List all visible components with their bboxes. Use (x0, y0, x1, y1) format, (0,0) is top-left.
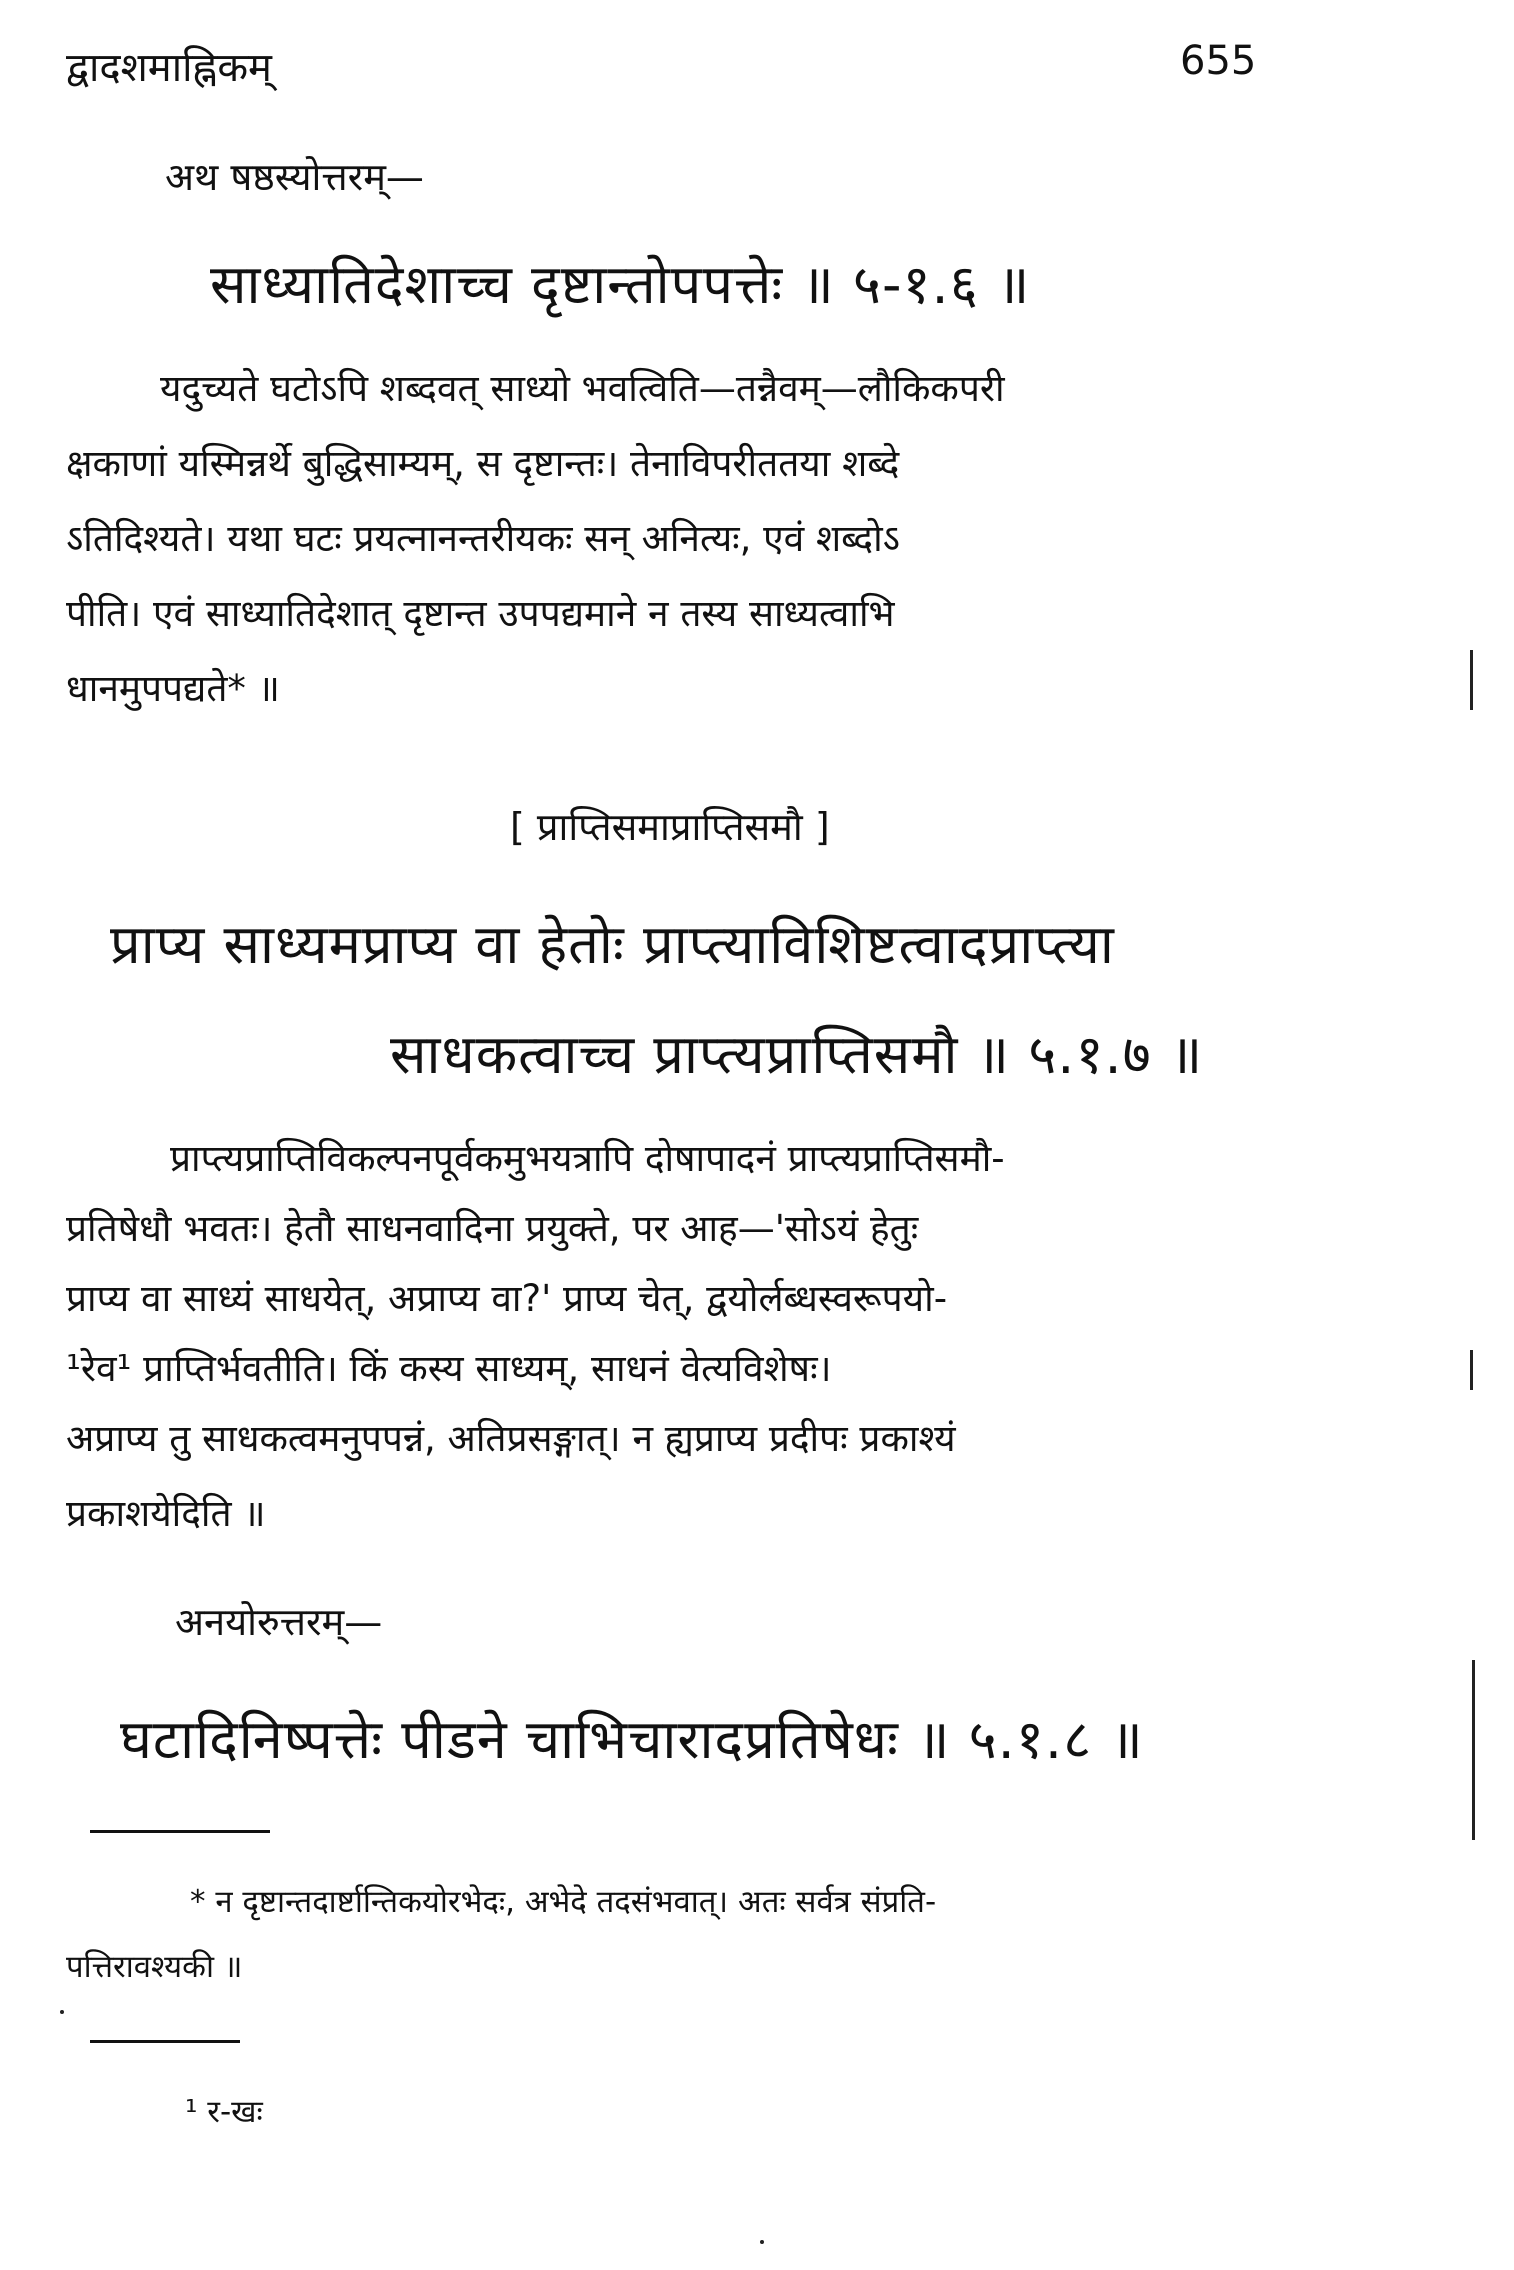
commentary-line: प्रकाशयेदिति ॥ (66, 1492, 266, 1535)
scan-edge-mark (1470, 1350, 1473, 1390)
scan-edge-mark (1472, 1660, 1475, 1840)
running-header-title: द्वादशमाह्निकम् (66, 45, 272, 91)
commentary-line: ¹रेव¹ प्राप्तिर्भवतीति। किं कस्य साध्यम्, साधनं वेत्यविशेषः। (66, 1347, 832, 1390)
commentary-line: अप्राप्य तु साधकत्वमनुपपन्नं, अतिप्रसङ्गात्। न ह्यप्राप्य प्रदीपः प्रकाश्यं (66, 1417, 956, 1460)
footnote-divider (90, 1830, 270, 1833)
scan-speck (60, 2010, 64, 2014)
commentary-line: ऽतिदिश्यते। यथा घटः प्रयत्नानन्तरीयकः सन् अनित्यः, एवं शब्दोऽ (66, 517, 900, 560)
section-heading: [ प्राप्तिसमाप्राप्तिसमौ ] (510, 805, 830, 849)
lead-in-text: अथ षष्ठस्योत्तरम्— (165, 155, 424, 199)
sutra-heading: साध्यातिदेशाच्च दृष्टान्तोपपत्तेः ॥ ५-१.६ ॥ (210, 253, 1031, 316)
footnote-divider (90, 2040, 240, 2043)
footnote-line: पत्तिरावश्यकी ॥ (66, 1949, 243, 1985)
footnote-line: * न दृष्टान्तदार्ष्टान्तिकयोरभेदः, अभेदे तदसंभवात्। अतः सर्वत्र संप्रति- (190, 1884, 937, 1920)
commentary-line: यदुच्यते घटोऽपि शब्दवत् साध्यो भवत्विति—तन्नैवम्—लौकिकपरी (160, 367, 1005, 410)
page-number: 655 (1180, 38, 1257, 84)
commentary-line: प्राप्य वा साध्यं साधयेत्, अप्राप्य वा?' प्राप्य चेत्, द्वयोर्लब्धस्वरूपयो- (66, 1277, 948, 1320)
commentary-line: प्राप्त्यप्राप्तिविकल्पनपूर्वकमुभयत्रापि दोषापादनं प्राप्त्यप्राप्तिसमौ- (170, 1137, 1005, 1180)
sutra-heading: घटादिनिष्पत्तेः पीडने चाभिचारादप्रतिषेधः ॥ ५.१.८ ॥ (120, 1708, 1144, 1771)
commentary-line: धानमुपपद्यते* ॥ (66, 667, 280, 710)
commentary-line: पीति। एवं साध्यातिदेशात् दृष्टान्त उपपद्यमाने न तस्य साध्यत्वाभि (66, 592, 895, 635)
commentary-line: क्षकाणां यस्मिन्नर्थे बुद्धिसाम्यम्, स दृष्टान्तः। तेनाविपरीततया शब्दे (66, 442, 900, 485)
scan-edge-mark (1470, 650, 1473, 710)
numbered-footnote: ¹ र-खः (185, 2094, 263, 2130)
lead-in-text: अनयोरुत्तरम्— (175, 1600, 383, 1644)
sutra-heading: प्राप्य साध्यमप्राप्य वा हेतोः प्राप्त्याविशिष्टत्वादप्राप्त्या (110, 913, 1115, 976)
sutra-heading: साधकत्वाच्च प्राप्त्यप्राप्तिसमौ ॥ ५.१.७ ॥ (390, 1023, 1204, 1086)
commentary-line: प्रतिषेधौ भवतः। हेतौ साधनवादिना प्रयुक्ते, पर आह—'सोऽयं हेतुः (66, 1207, 919, 1250)
scan-speck (760, 2240, 764, 2244)
